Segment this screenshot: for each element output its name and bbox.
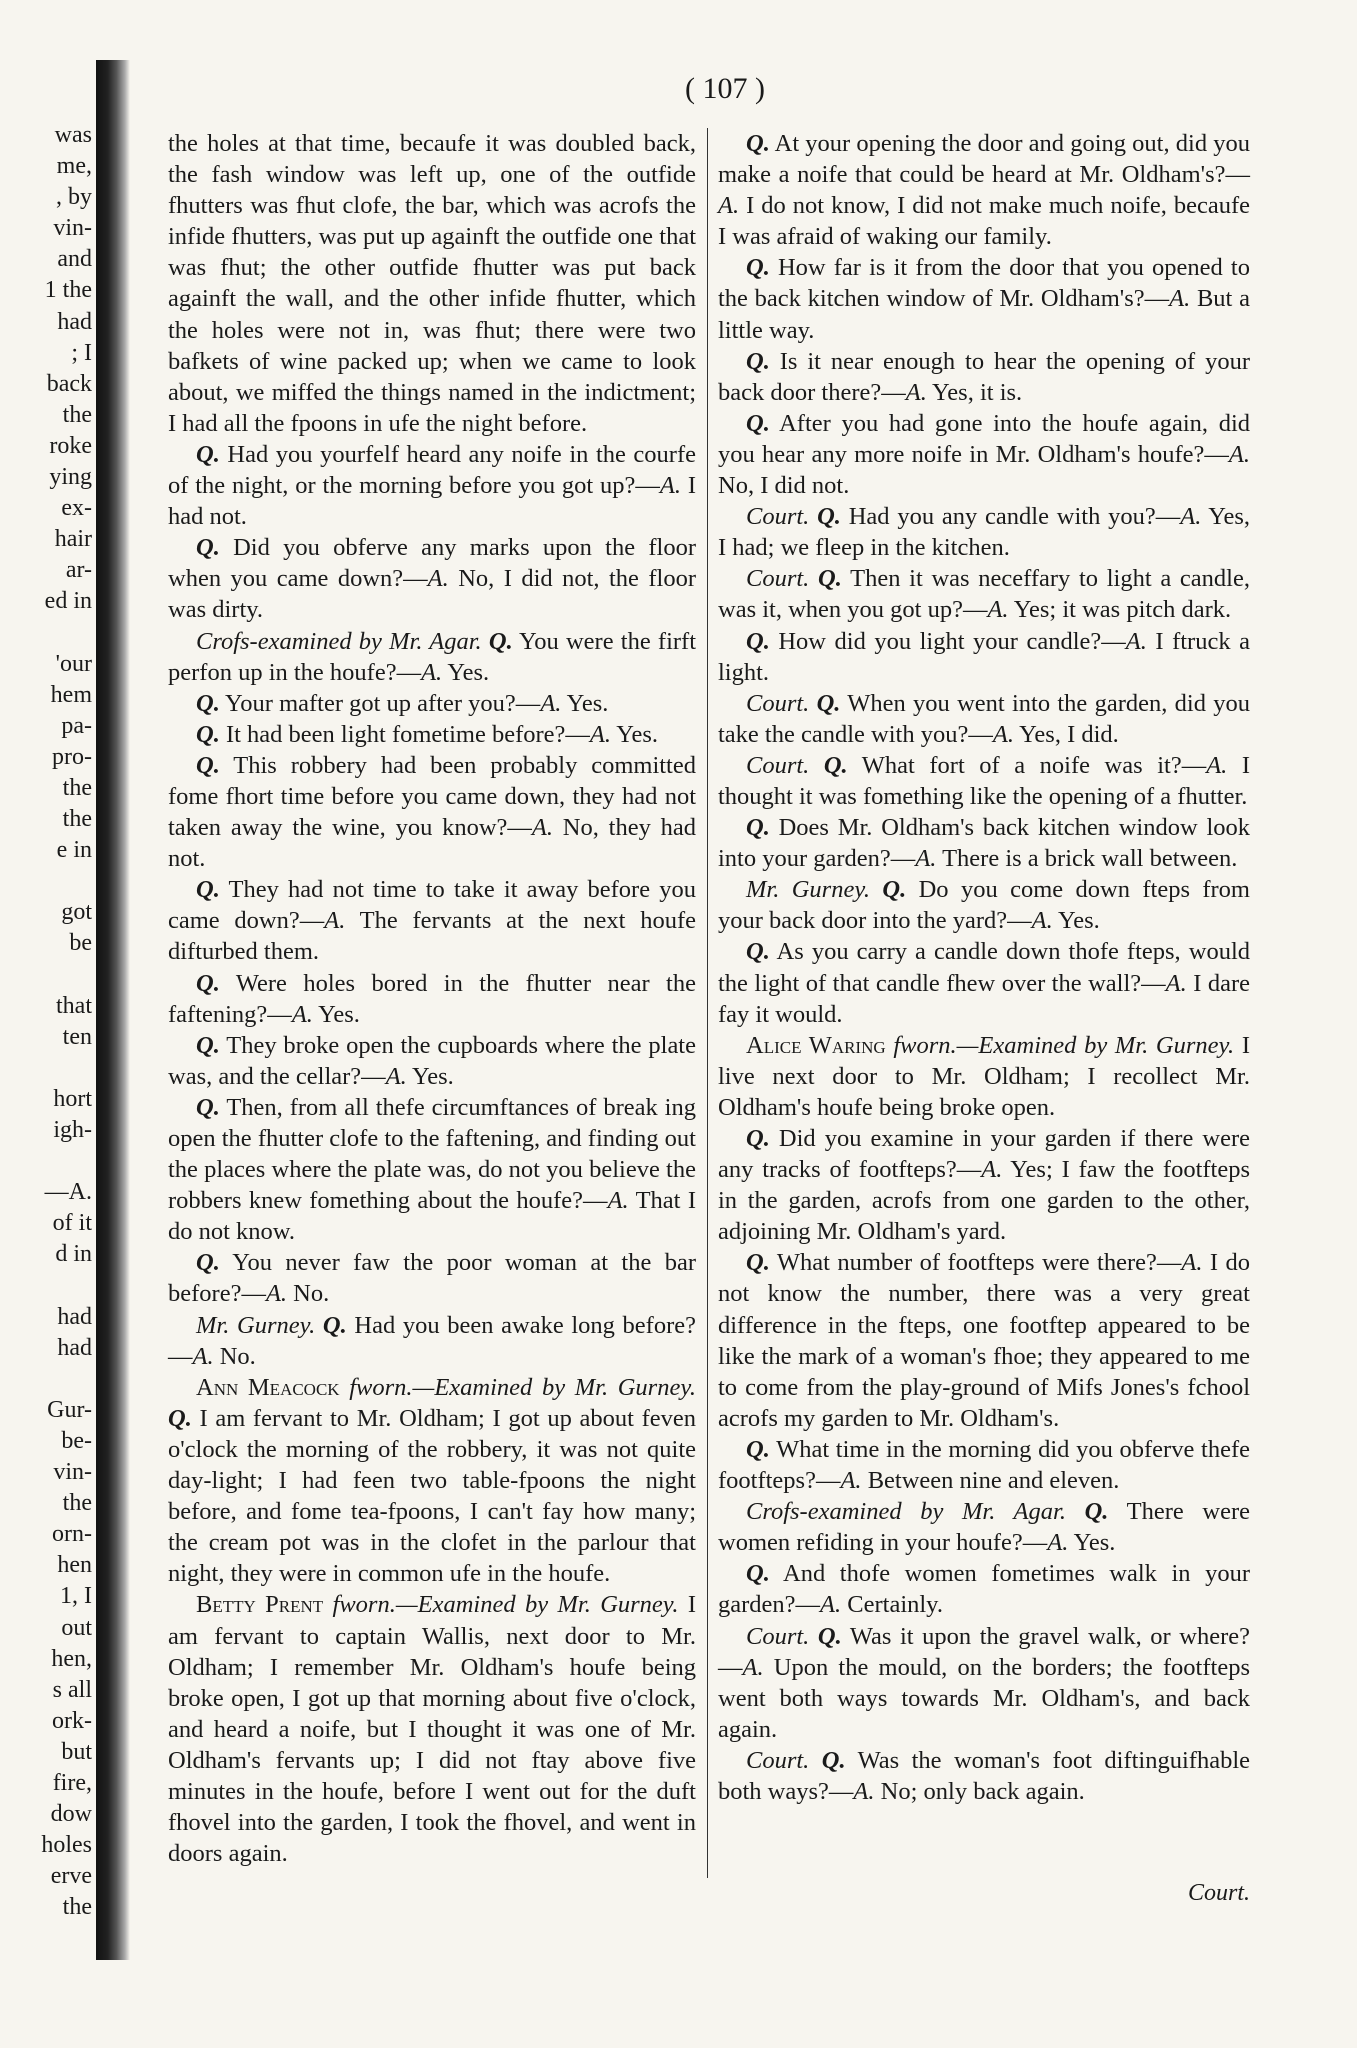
paragraph <box>168 439 696 532</box>
text-run: There were women refiding in your houfe?— <box>718 1498 1250 1557</box>
text-run: That I do not know. <box>168 1187 696 1246</box>
text-run: Yes, I did. <box>1013 720 1119 748</box>
text-run: A. <box>540 689 562 717</box>
text-run: Crofs-examined by Mr. Agar. <box>746 1498 1066 1526</box>
paragraph <box>718 408 1250 501</box>
bleed-line: pro- <box>52 743 92 770</box>
question-marker: Q. <box>821 1746 846 1774</box>
paragraph <box>718 936 1250 1029</box>
bleed-line: the <box>62 401 92 428</box>
bleed-line: ork- <box>52 1707 92 1734</box>
paragraph <box>718 1558 1250 1620</box>
bleed-line <box>0 1364 92 1395</box>
text-run: No, I did not, the floor was dirty. <box>168 565 696 624</box>
text-run <box>809 1747 821 1774</box>
bleed-line: 1 the <box>44 277 92 304</box>
text-run: It had been light fometime before?— <box>219 720 590 748</box>
text-run: They had not time to take it away before you came down?— <box>168 876 696 935</box>
text-run: A. <box>1031 907 1053 935</box>
text-run: A. <box>385 1062 407 1090</box>
question-marker: Q. <box>196 1093 220 1121</box>
text-run: A. <box>987 596 1009 624</box>
text-run <box>809 1623 818 1650</box>
text-run: I do not know, I did not make much noife, becaufe I was afraid of waking our family. <box>718 192 1250 251</box>
text-run: How did you light your candle?— <box>769 627 1126 655</box>
text-run: Court. <box>746 565 810 593</box>
question-marker: Q. <box>816 689 841 717</box>
text-run: A. <box>820 1591 842 1619</box>
bleed-line: hort <box>53 1085 92 1112</box>
text-run: A. <box>1125 627 1147 655</box>
text-run: Yes, I had; we fleep in the kitchen. <box>718 503 1250 562</box>
question-marker: Q. <box>746 347 770 375</box>
text-run: Was the woman's foot diftinguifhable both ways?— <box>718 1746 1251 1805</box>
question-marker: Q. <box>817 1622 842 1650</box>
question-marker: Q. <box>196 1249 220 1277</box>
text-run: Do you come down fteps from your back door into the yard?— <box>718 876 1250 935</box>
bleed-line: the <box>62 1490 92 1517</box>
bleed-line <box>0 866 92 897</box>
bleed-line: but <box>61 1738 92 1765</box>
paragraph <box>718 688 1250 750</box>
paragraph <box>168 968 696 1030</box>
bleed-line: hair <box>54 526 92 553</box>
text-run: Were holes bored in the fhutter near the faftening?— <box>168 969 696 1028</box>
page-number: ( 107 ) <box>685 72 765 105</box>
text-run: A. <box>981 1156 1003 1184</box>
paragraph <box>168 719 696 750</box>
facing-page-bleed-text <box>0 120 92 1923</box>
bleed-line: d in <box>55 1241 92 1268</box>
text-run: When you went into the garden, did you take the candle with you?— <box>718 689 1250 748</box>
text-run <box>809 690 816 717</box>
text-run: Court. <box>746 751 810 779</box>
text-run: What number of footfteps were there?— <box>769 1249 1182 1277</box>
text-run: A. <box>742 1653 764 1681</box>
text-run: fworn.—Examined by Mr. Gurney. <box>349 1373 696 1401</box>
paragraph <box>718 1030 1250 1123</box>
bleed-line <box>0 960 92 991</box>
text-run: I live next door to Mr. Oldham; I recollect Mr. Oldham's houfe being broke open. <box>718 1031 1250 1121</box>
paragraph <box>718 1247 1250 1434</box>
text-run: I do not know the number, there was a very great difference in the fteps, one footftep appeared to be like the mark of a woman's fhoe; they appeared to me to come from the play-ground of Mifs Jones's fchool acrofs my garden to Mr. Oldham's. <box>718 1249 1250 1432</box>
text-run: At your opening the door and going out, did you make a noife that could be heard at Mr. Oldham's?— <box>718 130 1250 189</box>
bleed-line: ar- <box>65 557 92 584</box>
question-marker: Q. <box>746 409 770 437</box>
paragraph <box>718 812 1250 874</box>
question-marker: Q. <box>882 876 907 904</box>
text-run <box>323 1591 332 1618</box>
text-run: A. <box>718 192 740 220</box>
text-run: Did you obferve any marks upon the floor when you came down?— <box>168 534 696 593</box>
paragraph <box>168 1092 696 1247</box>
bleed-line: the <box>62 1894 92 1921</box>
bleed-line: hen <box>57 1552 92 1579</box>
text-run: A. <box>1206 751 1228 779</box>
bleed-line: got <box>61 899 92 926</box>
text-run: A. <box>291 1000 313 1028</box>
text-run <box>809 565 818 592</box>
question-marker: Q. <box>196 534 220 562</box>
bleed-line: the <box>62 806 92 833</box>
witness-name: Betty Prent <box>196 1591 324 1619</box>
bleed-line: e in <box>56 837 92 864</box>
right-column <box>718 128 1250 1807</box>
text-run: Court. <box>746 503 810 531</box>
text-run: A. <box>324 907 346 935</box>
text-run: You never faw the poor woman at the bar before?— <box>168 1249 696 1308</box>
text-run: Yes. <box>406 1062 454 1090</box>
text-run: Court. <box>746 689 810 717</box>
bleed-line: , by <box>56 184 92 211</box>
question-marker: Q. <box>196 440 220 468</box>
bleed-line: igh- <box>53 1117 92 1143</box>
paragraph <box>168 1030 696 1092</box>
text-run: Yes; it was pitch dark. <box>1008 596 1232 624</box>
question-marker: Q. <box>196 969 220 997</box>
question-marker: Q. <box>196 876 220 904</box>
text-run: I thought it was fomething like the opening of a fhutter. <box>718 751 1250 810</box>
text-run: What fort of a noife was it?— <box>847 751 1207 779</box>
bleed-line: ; I <box>71 339 92 366</box>
bleed-line: s all <box>52 1676 92 1703</box>
text-run: Yes. <box>1068 1529 1116 1557</box>
text-run: This robbery had been probably committed fome fhort time before you came down, they had not taken away the wine, you know?— <box>168 751 696 842</box>
text-run: Your mafter got up after you?— <box>219 689 541 717</box>
text-run: A. <box>1181 1249 1203 1277</box>
bleed-line <box>0 1146 92 1177</box>
bleed-line: was <box>54 122 92 148</box>
text-run: A. <box>1169 285 1191 313</box>
text-run: A. <box>1180 503 1202 531</box>
question-marker: Q. <box>1084 1498 1109 1526</box>
text-run <box>482 628 489 655</box>
text-run: A. <box>192 1342 214 1370</box>
bleed-line: had <box>57 308 92 335</box>
text-run: I had not. <box>168 472 696 531</box>
bleed-line: ten <box>62 1023 92 1050</box>
text-run: I am fervant to captain Wallis, next door to Mr. Oldham; I remember Mr. Oldham's houfe being broke open, I got up that morning about five o'clock, and heard a noife, but I thought it was one of Mr. Oldham's fervants up; I did not ftay above five minutes in the houfe, before I went out for the duft fhovel into the garden, I took the fhovel, and went in doors again. <box>168 1591 696 1868</box>
text-run: A. <box>265 1280 288 1308</box>
paragraph <box>168 626 696 688</box>
bleed-line: erve <box>50 1863 92 1890</box>
text-run: The fervants at the next houfe difturbed them. <box>168 907 696 966</box>
bleed-line: that <box>56 992 92 1019</box>
text-run: How far is it from the door that you opened to the back kitchen window of Mr. Oldham's?— <box>718 254 1250 313</box>
bleed-line: vin- <box>53 1459 92 1486</box>
text-run: Then, from all thefe circumftances of break ing open the fhutter clofe to the faftening, and finding out the places where the plate was, do not you believe the robbers knew fomething about the houfe?— <box>168 1093 696 1215</box>
paragraph <box>718 501 1250 563</box>
question-marker: Q. <box>823 751 848 779</box>
text-run: Mr. Gurney. <box>746 876 870 904</box>
binding-gutter-shadow <box>96 60 130 1960</box>
bleed-line: pa- <box>61 712 92 739</box>
paragraph <box>168 688 696 719</box>
question-marker: Q. <box>168 1404 192 1432</box>
text-run: A. <box>607 1187 629 1215</box>
bleed-line: be- <box>61 1427 92 1454</box>
text-run: No; only back again. <box>874 1777 1085 1805</box>
text-run <box>809 752 824 779</box>
bleed-line: out <box>61 1614 92 1641</box>
question-marker: Q. <box>488 627 513 655</box>
text-run: Yes. <box>442 658 490 686</box>
bleed-line: had <box>57 1334 92 1361</box>
text-run: Had you been awake long before?— <box>168 1311 696 1370</box>
text-run: Is it near enough to hear the opening of your back door there?— <box>718 347 1250 406</box>
bleed-line: ex- <box>61 495 92 522</box>
text-run: And thofe women fometimes walk in your garden?— <box>718 1560 1250 1619</box>
text-run: Upon the mould, on the borders; the footfteps went both ways towards Mr. Oldham's, and back again. <box>718 1653 1250 1743</box>
text-run: As you carry a candle down thofe fteps, would the light of that candle fhew over the wall?— <box>718 938 1250 997</box>
bleed-line: and <box>57 246 92 273</box>
text-run: Yes; I faw the footfteps in the garden, acrofs from one garden to the other, adjoining Mr. Oldham's yard. <box>718 1156 1251 1246</box>
text-run: A. <box>905 378 927 406</box>
column-divider <box>707 128 708 1878</box>
bleed-line: 1, I <box>60 1583 92 1610</box>
paragraph <box>718 626 1250 688</box>
text-run: Does Mr. Oldham's back kitchen window look into your garden?— <box>718 814 1250 873</box>
text-run: Between nine and eleven. <box>861 1467 1120 1495</box>
bleed-line: hem <box>50 681 92 708</box>
question-marker: Q. <box>817 503 841 531</box>
bleed-line: be <box>69 930 92 957</box>
bleed-line: vin- <box>53 215 92 242</box>
bleed-line: orn- <box>52 1521 92 1548</box>
bleed-line: the <box>62 774 92 801</box>
text-run: Yes. <box>561 689 609 717</box>
text-run: A. <box>915 845 937 873</box>
text-run: No, I did not. <box>718 472 850 500</box>
text-run: A. <box>853 1777 875 1805</box>
witness-name: Alice Waring <box>746 1031 886 1059</box>
paragraph <box>168 1310 696 1372</box>
question-marker: Q. <box>196 1031 220 1059</box>
bleed-line: ed in <box>44 588 92 615</box>
bleed-line: Gur- <box>47 1396 92 1423</box>
bleed-line: me, <box>56 153 92 180</box>
question-marker: Q. <box>746 938 770 966</box>
bleed-line: back <box>46 370 92 397</box>
paragraph <box>718 128 1250 252</box>
paragraph <box>168 532 696 625</box>
text-run: A. <box>421 658 443 686</box>
paragraph <box>718 563 1250 625</box>
question-marker: Q. <box>746 1249 770 1277</box>
bleed-line: roke <box>49 432 92 459</box>
text-run: Crofs-examined by Mr. Agar. <box>196 627 482 655</box>
paragraph <box>168 874 696 967</box>
text-run: No, they had not. <box>168 814 696 873</box>
question-marker: Q. <box>746 814 770 842</box>
text-run: They broke open the cupboards where the plate was, and the cellar?— <box>168 1031 696 1090</box>
text-run: Yes, it is. <box>926 378 1023 406</box>
text-run: There is a brick wall between. <box>936 845 1238 873</box>
question-marker: Q. <box>746 130 770 157</box>
text-run: Was it upon the gravel walk, or where?— <box>718 1622 1251 1681</box>
question-marker: Q. <box>322 1311 347 1339</box>
bleed-line: 'our <box>55 650 92 677</box>
bleed-line <box>0 1053 92 1084</box>
text-run: Court. <box>746 1746 810 1774</box>
bleed-line: of it <box>52 1210 92 1237</box>
text-run: What time in the morning did you obferve thefe footfteps?— <box>718 1435 1250 1495</box>
text-run <box>809 503 817 530</box>
paragraph <box>168 128 696 439</box>
text-run: fworn.—Examined by Mr. Gurney. <box>893 1031 1235 1059</box>
text-run <box>340 1374 350 1401</box>
text-run: Then it was neceffary to light a candle, was it, when you got up?— <box>718 565 1250 624</box>
paragraph <box>718 1123 1250 1247</box>
bleed-line: had <box>57 1303 92 1330</box>
bleed-line <box>0 1270 92 1301</box>
text-run: fworn.—Examined by Mr. Gurney. <box>332 1591 679 1619</box>
text-run <box>1066 1498 1085 1525</box>
paragraph <box>168 1589 696 1869</box>
text-run: the holes at that time, becaufe it was doubled back, the fash window was left up, one of the outfide fhutters was fhut clofe, the bar, which was acrofs the infide fhutters, was put up againft the outfide one that was fhut; the other outfide fhutter was put back againft the wall, and the other infide fhutter, which the holes were not in, was fhut; there were two bafkets of wine packed up; when we came to look about, we miffed the things named in the indictment; I had all the fpoons in ufe the night before. <box>168 130 696 437</box>
text-run: But a little way. <box>718 285 1250 344</box>
question-marker: Q. <box>196 689 220 717</box>
text-run: Court. <box>746 1622 810 1650</box>
paragraph <box>718 1745 1250 1807</box>
question-marker: Q. <box>818 565 842 593</box>
paragraph <box>168 1247 696 1309</box>
text-run: Yes. <box>1052 907 1100 935</box>
paragraph <box>718 346 1250 408</box>
paragraph <box>718 1621 1250 1745</box>
text-run: A. <box>1228 440 1250 468</box>
paragraph <box>168 750 696 874</box>
question-marker: Q. <box>746 627 770 655</box>
text-run: You were the firft perfon up in the houfe?— <box>168 627 697 686</box>
witness-name: Ann Meacock <box>196 1373 340 1401</box>
paragraph <box>718 252 1250 345</box>
text-run: No. <box>213 1342 256 1370</box>
question-marker: Q. <box>746 1435 770 1463</box>
paragraph <box>168 1372 696 1590</box>
text-run: I ftruck a light. <box>718 627 1250 686</box>
text-run <box>315 1312 323 1339</box>
text-run: A. <box>531 814 554 842</box>
text-run: No. <box>287 1280 330 1308</box>
paragraph <box>718 750 1250 812</box>
text-run: Did you examine in your garden if there were any tracks of footfteps?— <box>718 1125 1250 1184</box>
catchword: Court. <box>1187 1880 1250 1906</box>
bleed-line <box>0 618 92 649</box>
text-run: After you had gone into the houfe again, did you hear any more noife in Mr. Oldham's houfe?— <box>718 409 1250 468</box>
bleed-line: fire, <box>52 1769 92 1796</box>
text-run: Yes. <box>611 720 659 748</box>
question-marker: Q. <box>196 720 220 748</box>
text-run: Had you yourfelf heard any noife in the courfe of the night, or the morning before you got up?— <box>168 440 696 500</box>
text-run: Yes. <box>312 1000 360 1028</box>
bleed-line: hen, <box>51 1645 92 1672</box>
question-marker: Q. <box>196 751 220 779</box>
question-marker: Q. <box>746 254 770 282</box>
bleed-line: holes <box>41 1832 92 1859</box>
question-marker: Q. <box>746 1560 770 1588</box>
bleed-line: ying <box>49 464 92 491</box>
bleed-line: dow <box>50 1801 92 1828</box>
text-run: A. <box>840 1467 862 1495</box>
bleed-line: —A. <box>44 1179 92 1206</box>
text-run: I am fervant to Mr. Oldham; I got up about feven o'clock the morning of the robbery, it was not quite day-light; I had feen two table-fpoons the night before, and fome tea-fpoons, I can't fay how many; the cream pot was in the clofet in the parlour that night, they were in common ufe in the houfe. <box>168 1404 696 1588</box>
paragraph <box>718 874 1250 936</box>
text-run: A. <box>659 472 682 500</box>
text-run: A. <box>1047 1529 1069 1557</box>
question-marker: Q. <box>746 1125 770 1152</box>
text-run: A. <box>589 720 612 748</box>
left-column <box>168 128 696 1869</box>
text-run: Had you any candle with you?— <box>840 503 1181 531</box>
text-run: Certainly. <box>841 1591 943 1619</box>
text-run: Mr. Gurney. <box>196 1311 316 1339</box>
paragraph <box>718 1434 1250 1496</box>
text-run <box>870 876 882 903</box>
paragraph <box>718 1496 1250 1558</box>
text-run: I dare fay it would. <box>718 969 1250 1028</box>
text-run: A. <box>427 565 449 593</box>
text-run: A. <box>1165 969 1187 997</box>
text-run: A. <box>992 720 1014 748</box>
